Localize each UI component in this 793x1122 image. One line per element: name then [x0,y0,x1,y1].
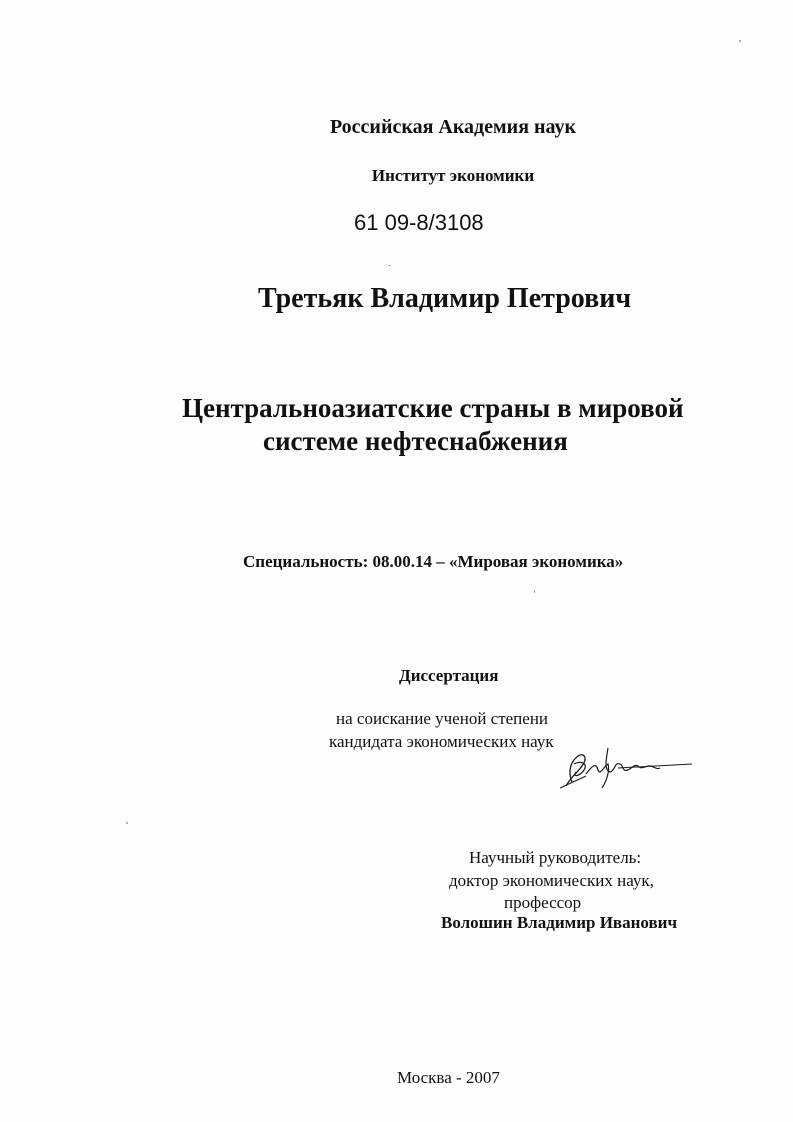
scan-speck [388,265,391,266]
author-signature [558,742,694,794]
catalog-code: 61 09-8/3108 [354,210,484,235]
institute-name: Институт экономики [371,166,535,185]
scan-speck [126,822,128,824]
scan-speck [534,590,535,593]
scan-speck [739,40,741,42]
degree-line-1: на соискание ученой степени [336,709,549,728]
supervisor-name: Волошин Владимир Иванович [441,913,678,932]
organization-name: Российская Академия наук [329,116,577,138]
supervisor-label: Научный руководитель: [469,848,642,867]
city-and-year: Москва - 2007 [397,1068,500,1087]
supervisor-rank: профессор [504,893,582,912]
supervisor-degree: доктор экономических наук, [449,871,654,890]
specialty: Специальность: 08.00.14 – «Мировая экономика» [243,552,624,571]
dissertation-title-line-1: Центральноазиатские страны в мировой [182,393,684,423]
document-type: Диссертация [399,666,499,685]
author-name: Третьяк Владимир Петрович [258,283,632,314]
dissertation-title-line-2: системе нефтеснабжения [263,426,568,456]
degree-line-2: кандидата экономических наук [329,732,554,751]
